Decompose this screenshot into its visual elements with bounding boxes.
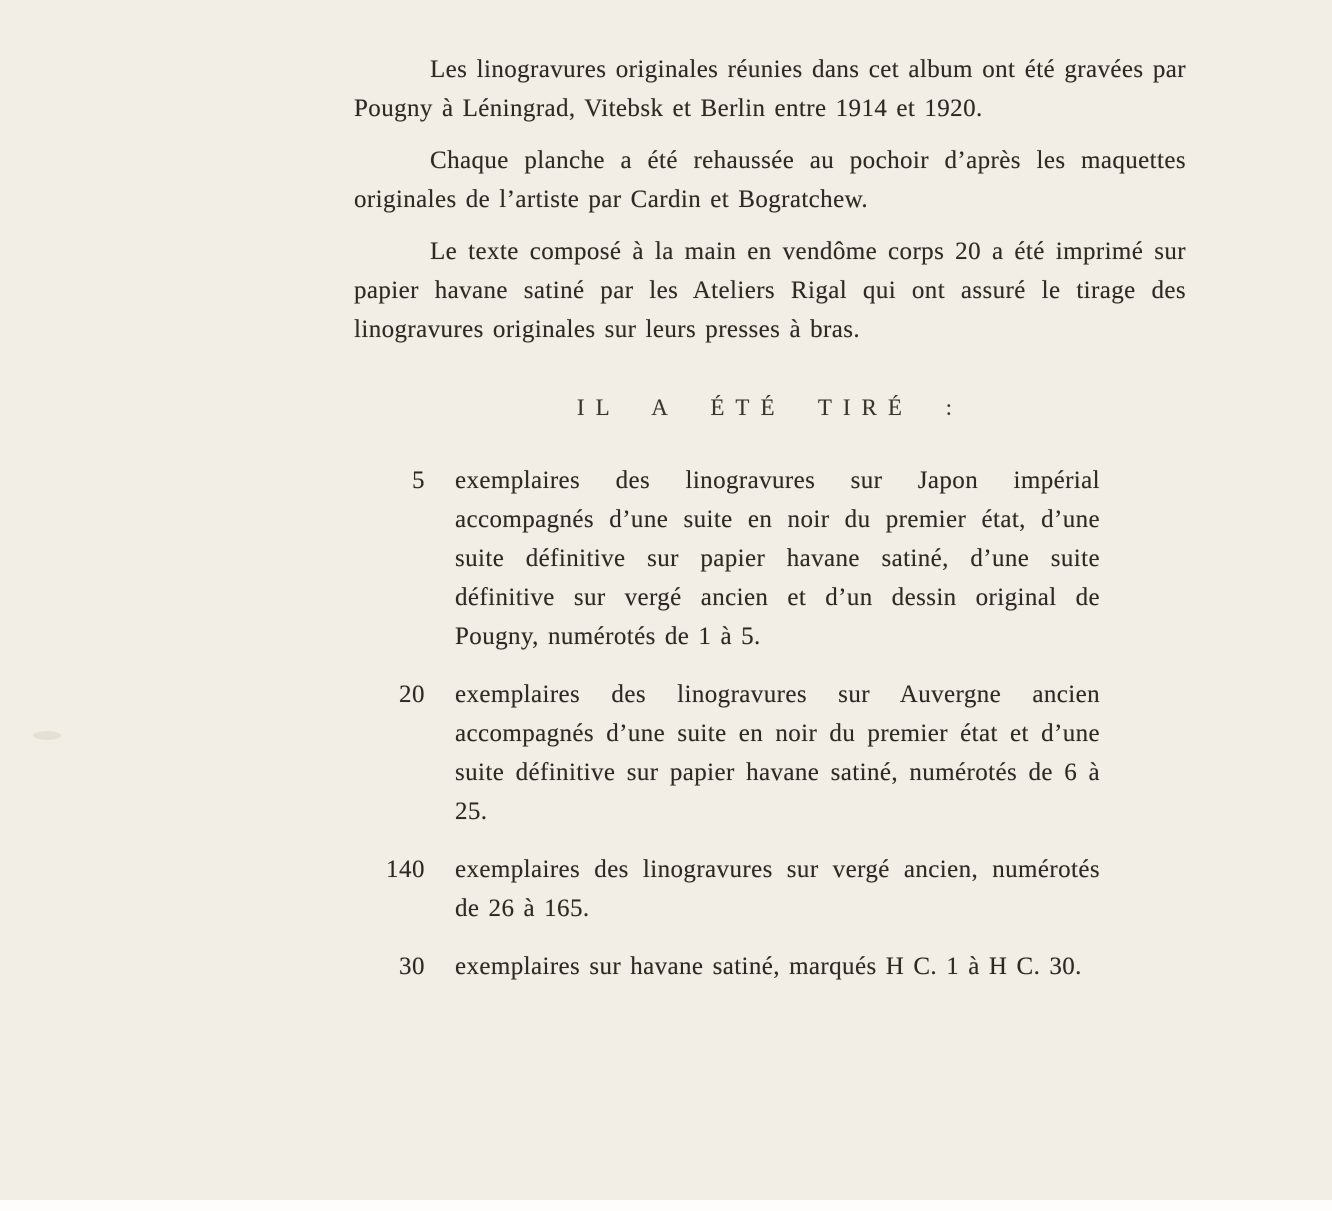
edition-list: [354, 461, 1186, 986]
scan-smudge-artifact: [33, 731, 61, 740]
edition-count: 5: [412, 467, 425, 494]
paragraph-engravings-origin: Les linogravures originales réunies dans cet album ont été gravées par Pougny à Léningrad, Vitebsk et Berlin entre 1914 et 1920.: [354, 56, 1186, 122]
edition-item-japon: [354, 461, 1186, 656]
scan-edge-strip: [0, 1200, 1332, 1211]
edition-description: exemplaires des linogravures sur vergé ancien, numérotés de 26 à 165.: [455, 856, 1100, 922]
paragraph-typesetting-credit: Le texte composé à la main en vendôme corps 20 a été imprimé sur papier havane satiné par les Ateliers Rigal qui ont assuré le tirage des linogravures originales sur leurs presses à bras.: [354, 238, 1186, 343]
colophon-text-block: [354, 50, 1186, 986]
paragraph-pochoir-credit: Chaque planche a été rehaussée au pochoir d’après les maquettes originales de l’artiste par Cardin et Bogratchew.: [354, 147, 1186, 213]
edition-count: 20: [399, 681, 425, 708]
edition-item-hors-commerce: [354, 947, 1186, 986]
edition-count: 30: [399, 953, 425, 980]
edition-item-auvergne: [354, 675, 1186, 831]
edition-description: exemplaires sur havane satiné, marqués H C. 1 à H C. 30.: [455, 953, 1082, 980]
edition-description: exemplaires des linogravures sur Auvergne ancien accompagnés d’une suite en noir du premier état et d’une suite définitive sur papier havane satiné, numérotés de 6 à 25.: [455, 681, 1100, 825]
edition-statement-heading: IL A ÉTÉ TIRÉ :: [576, 395, 964, 420]
edition-description: exemplaires des linogravures sur Japon impérial accompagnés d’une suite en noir du premier état, d’une suite définitive sur papier havane satiné, d’une suite définitive sur vergé ancien et d’un dessin original de Pougny, numérotés de 1 à 5.: [455, 467, 1100, 650]
edition-count: 140: [386, 856, 425, 883]
edition-item-verge-ancien: [354, 850, 1186, 928]
